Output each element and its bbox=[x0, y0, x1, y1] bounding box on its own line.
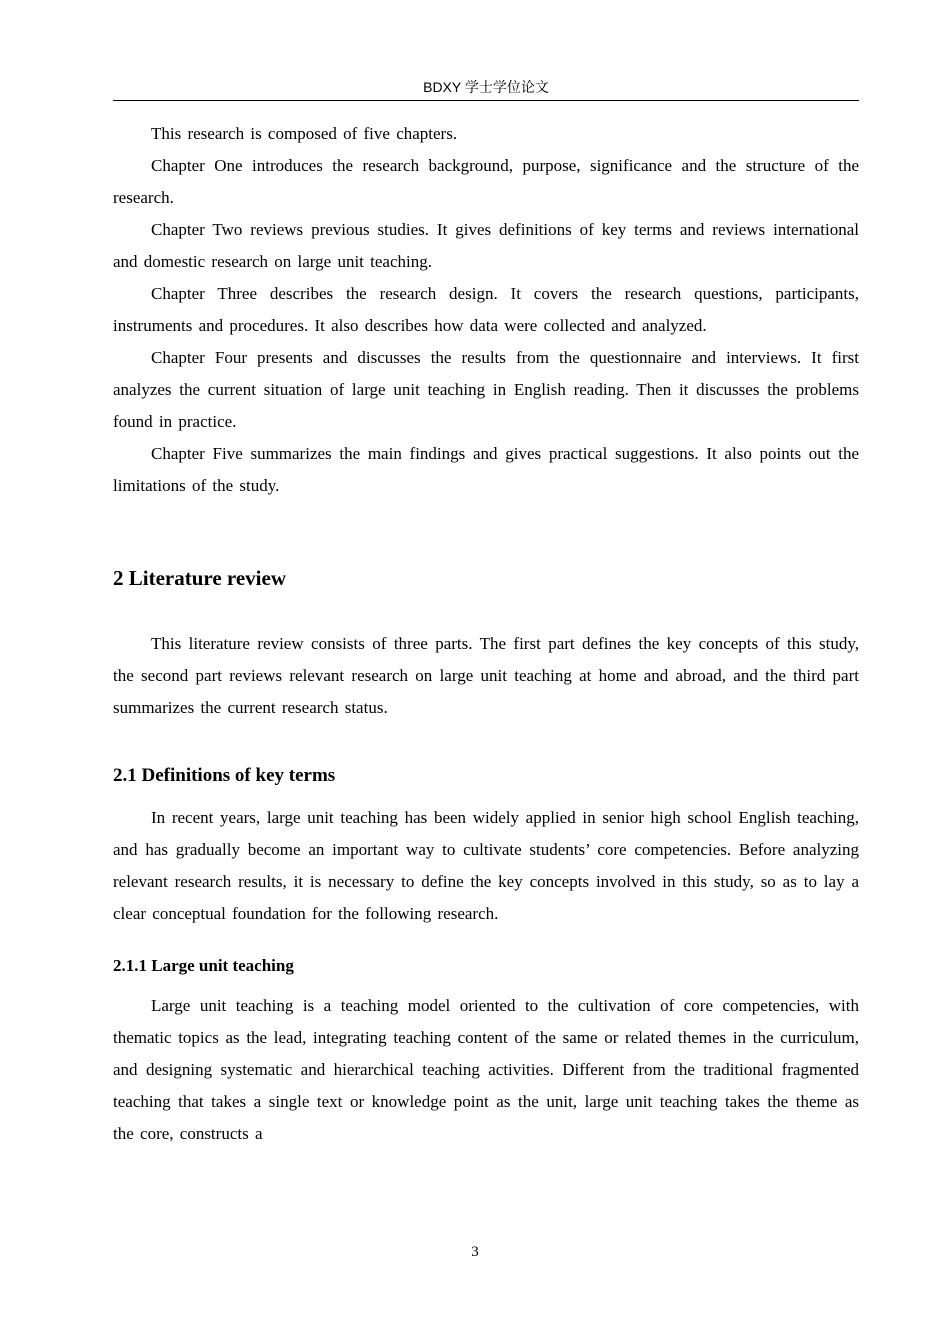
intro-paragraph-1: This research is composed of five chapters. bbox=[151, 124, 458, 143]
chapter-intro-paragraph: This literature review consists of three parts. The first part defines the key concepts of this study, the second part reviews relevant research on large unit teaching at home and abroad, and the third part summarizes the current research status. bbox=[113, 634, 859, 717]
intro-paragraph-6: Chapter Five summarizes the main findings and gives practical suggestions. It also points out the limitations of the study. bbox=[113, 444, 859, 495]
subsection-paragraph: Large unit teaching is a teaching model oriented to the cultivation of core competencies, with thematic topics as the lead, integrating teaching content of the same or related themes in the curriculum, and designing systematic and hierarchical teaching activities. Different from the traditional fragmented teaching that takes a single text or knowledge point as the unit, large unit teaching takes the theme as the core, constructs a bbox=[113, 996, 859, 1143]
header-rule bbox=[113, 100, 859, 101]
page-number: 3 bbox=[471, 1244, 479, 1260]
intro-paragraph-4: Chapter Three describes the research design. It covers the research questions, participants, instruments and procedures. It also describes how data were collected and analyzed. bbox=[113, 284, 859, 335]
section-heading: 2.1 Definitions of key terms bbox=[113, 765, 336, 786]
body-content bbox=[113, 118, 859, 1150]
section-paragraph: In recent years, large unit teaching has been widely applied in senior high school English teaching, and has gradually become an important way to cultivate students’ core competencies. Before analyzing relevant research results, it is necessary to define the key concepts involved in this study, so as to lay a clear conceptual foundation for the following research. bbox=[113, 808, 859, 923]
intro-paragraph-5: Chapter Four presents and discusses the results from the questionnaire and interviews. It first analyzes the current situation of large unit teaching in English reading. Then it discusses the problems found in practice. bbox=[113, 348, 859, 431]
intro-paragraph-3: Chapter Two reviews previous studies. It gives definitions of key terms and reviews international and domestic research on large unit teaching. bbox=[113, 220, 859, 271]
running-header: BDXY 学士学位论文 bbox=[423, 79, 549, 95]
subsection-heading: 2.1.1 Large unit teaching bbox=[113, 956, 294, 975]
chapter-heading: 2 Literature review bbox=[113, 566, 286, 590]
intro-paragraph-2: Chapter One introduces the research background, purpose, significance and the structure of the research. bbox=[113, 156, 859, 207]
